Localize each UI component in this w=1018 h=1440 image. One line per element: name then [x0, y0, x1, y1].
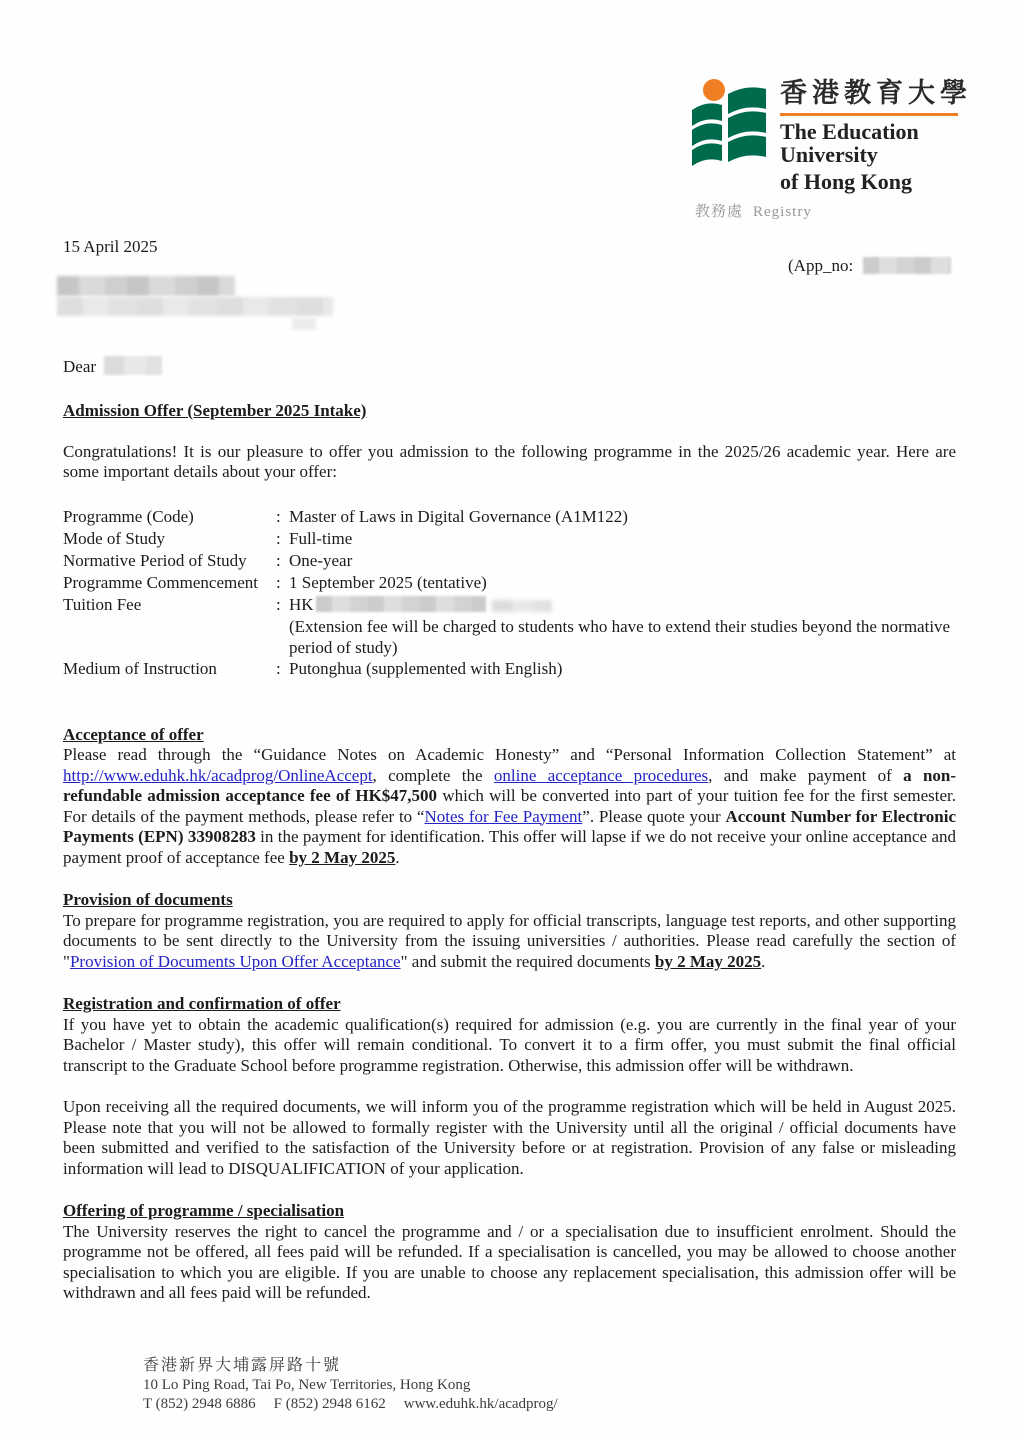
- section-paragraph: [63, 1097, 956, 1179]
- text-segment: .: [761, 951, 766, 971]
- section-paragraph: [63, 745, 956, 868]
- details-colon: :: [276, 528, 281, 548]
- footer-address-chinese: 香港新界大埔露屏路十號: [143, 1357, 342, 1374]
- letter-date: 15 April 2025: [63, 237, 158, 256]
- university-name-chinese: 香港教育大學: [780, 78, 972, 108]
- section-offering-of-programme-specialisation: [63, 1201, 956, 1304]
- text-segment: a non-refundable admission acceptance fee of HK$47,500: [63, 765, 957, 805]
- section-heading: Registration and confirmation of offer: [63, 994, 341, 1013]
- registry-label: [695, 200, 812, 221]
- details-label: Programme (Code): [63, 506, 194, 526]
- logo-orange-rule: [780, 113, 958, 116]
- section-paragraph: [63, 1015, 956, 1077]
- notes-for-fee-payment-link[interactable]: Notes for Fee Payment: [424, 806, 583, 826]
- details-colon: :: [276, 658, 281, 678]
- salutation: [63, 356, 162, 377]
- details-row: [63, 528, 956, 550]
- section-heading: Acceptance of offer: [63, 724, 204, 744]
- application-number-redaction: [863, 257, 951, 274]
- text-segment: , complete the: [372, 765, 494, 785]
- text-segment: in the payment for identification. This offer will lapse if we do not receive your online acceptance and payment proof of acceptance fee: [63, 827, 956, 867]
- section-registration-and-confirmation-of-offer: [63, 994, 956, 1179]
- details-colon: :: [276, 550, 281, 570]
- university-logo: [690, 78, 1018, 193]
- text-segment: Upon receiving all the required documents, we will inform you of the programme registration which will be held in August 2025. Please note that you will not be allowed to formally register with the University until all the original / official documents have been submitted and verified to the satisfaction of the University before or at registration. Provision of any false or misleading information will lead to DISQUALIFICATION of your application.: [63, 1097, 956, 1178]
- university-name: [780, 78, 1018, 193]
- online-accept-url-link[interactable]: http://www.eduhk.hk/acadprog/OnlineAccept: [63, 765, 373, 785]
- tuition-fee-redaction-tail: [492, 600, 552, 612]
- details-value: Full-time: [289, 528, 353, 548]
- text-segment: which will be converted into part of your tuition fee for the first semester. For details of the payment methods, please refer to “: [63, 786, 956, 826]
- details-colon: :: [276, 572, 281, 592]
- details-row: [63, 594, 956, 658]
- salutation-label: Dear: [63, 357, 97, 376]
- address-redaction-row-1: [57, 276, 235, 296]
- letter-title: Admission Offer (September 2025 Intake): [63, 401, 367, 420]
- details-value: Master of Laws in Digital Governance (A1M122): [289, 506, 628, 526]
- section-paragraph: [63, 1222, 956, 1304]
- text-segment: by 2 May 2025: [289, 847, 396, 867]
- text-segment: by 2 May 2025: [654, 951, 762, 971]
- details-label: Tuition Fee: [63, 594, 142, 614]
- text-segment: If you have yet to obtain the academic qualification(s) required for admission (e.g. you are currently in the final year of your Bachelor / Master study), this offer will remain conditional. To convert it to a firm offer, you must submit the final official transcript to the Graduate School before programme registration. Otherwise, this admission offer will be withdrawn.: [63, 1014, 956, 1075]
- letter-body: [63, 401, 956, 1304]
- details-value: Putonghua (supplemented with English): [289, 658, 563, 678]
- text-segment: .: [395, 847, 400, 867]
- details-label: Programme Commencement: [63, 572, 258, 592]
- footer-website: www.eduhk.hk/acadprog/: [403, 1396, 558, 1412]
- details-row: [63, 658, 956, 680]
- text-segment: ”. Please quote your: [582, 806, 726, 826]
- online-acceptance-procedures-link[interactable]: online acceptance procedures: [493, 765, 709, 785]
- section-paragraph: [63, 911, 956, 973]
- university-name-english-1: The Education University: [780, 119, 919, 167]
- recipient-address-redaction: [57, 276, 333, 330]
- details-label: Medium of Instruction: [63, 658, 217, 678]
- details-value: [289, 594, 956, 658]
- application-number: [788, 256, 951, 276]
- registry-label-english: Registry: [753, 204, 812, 220]
- university-name-english-2: of Hong Kong: [780, 169, 913, 194]
- details-value: 1 September 2025 (tentative): [289, 572, 487, 592]
- text-segment: To prepare for programme registration, you are required to apply for official transcripts, language test reports, and other supporting documents to be sent directly to the University from the issuing universities / authorities. Please read carefully the section of ": [63, 910, 956, 971]
- tuition-fee-prefix: HK: [289, 594, 314, 614]
- application-number-label: (App_no:: [788, 256, 854, 275]
- programme-details: [63, 506, 956, 680]
- letter-footer: [143, 1355, 576, 1414]
- address-redaction-row-2: [57, 297, 333, 316]
- text-segment: Account Number for Electronic Payments (EPN) 33908283: [63, 806, 957, 846]
- text-segment: Please read through the “Guidance Notes on Academic Honesty” and “Personal Information Collection Statement” at: [63, 745, 956, 764]
- section-provision-of-documents: [63, 890, 956, 972]
- details-colon: :: [276, 506, 281, 526]
- details-label: Mode of Study: [63, 528, 165, 548]
- eduhk-logo-icon: [690, 78, 768, 166]
- intro-paragraph: Congratulations! It is our pleasure to offer you admission to the following programme in the 2025/26 academic year. Here are some important details about your offer:: [63, 441, 956, 481]
- details-label: Normative Period of Study: [63, 550, 247, 570]
- tuition-extension-note: (Extension fee will be charged to students who have to extend their studies beyond the normative period of study): [289, 616, 951, 657]
- text-segment: " and submit the required documents: [400, 951, 655, 971]
- details-row: [63, 506, 956, 528]
- tuition-fee-redaction: [316, 596, 486, 612]
- details-row: [63, 572, 956, 594]
- section-acceptance-of-offer: [63, 725, 956, 869]
- text-segment: , and make payment of: [708, 765, 904, 785]
- section-heading: Offering of programme / specialisation: [63, 1201, 345, 1220]
- details-value: One-year: [289, 550, 353, 570]
- text-segment: The University reserves the right to cancel the programme and / or a specialisation due to insufficient enrolment. Should the programme not be offered, all fees paid will be refunded. If a specialisation is cancelled, you may be allowed to choose another specialisation to which you are eligible. If you are unable to choose any replacement specialisation, this admission offer will be withdrawn and all fees paid will be refunded.: [63, 1221, 956, 1302]
- section-heading: Provision of documents: [63, 890, 233, 909]
- footer-contact-line: [143, 1395, 576, 1414]
- footer-fax: F (852) 2948 6162: [273, 1396, 386, 1412]
- address-redaction-stub: [292, 318, 316, 330]
- registry-label-chinese: 教務處: [695, 204, 744, 220]
- details-colon: :: [276, 594, 281, 614]
- provision-of-documents-link[interactable]: Provision of Documents Upon Offer Acceptance: [69, 951, 401, 971]
- letter-sections: [63, 725, 956, 1304]
- recipient-name-redaction: [104, 356, 162, 375]
- details-row: [63, 550, 956, 572]
- footer-telephone: T (852) 2948 6886: [143, 1396, 256, 1412]
- footer-address-english: 10 Lo Ping Road, Tai Po, New Territories, Hong Kong: [143, 1377, 471, 1393]
